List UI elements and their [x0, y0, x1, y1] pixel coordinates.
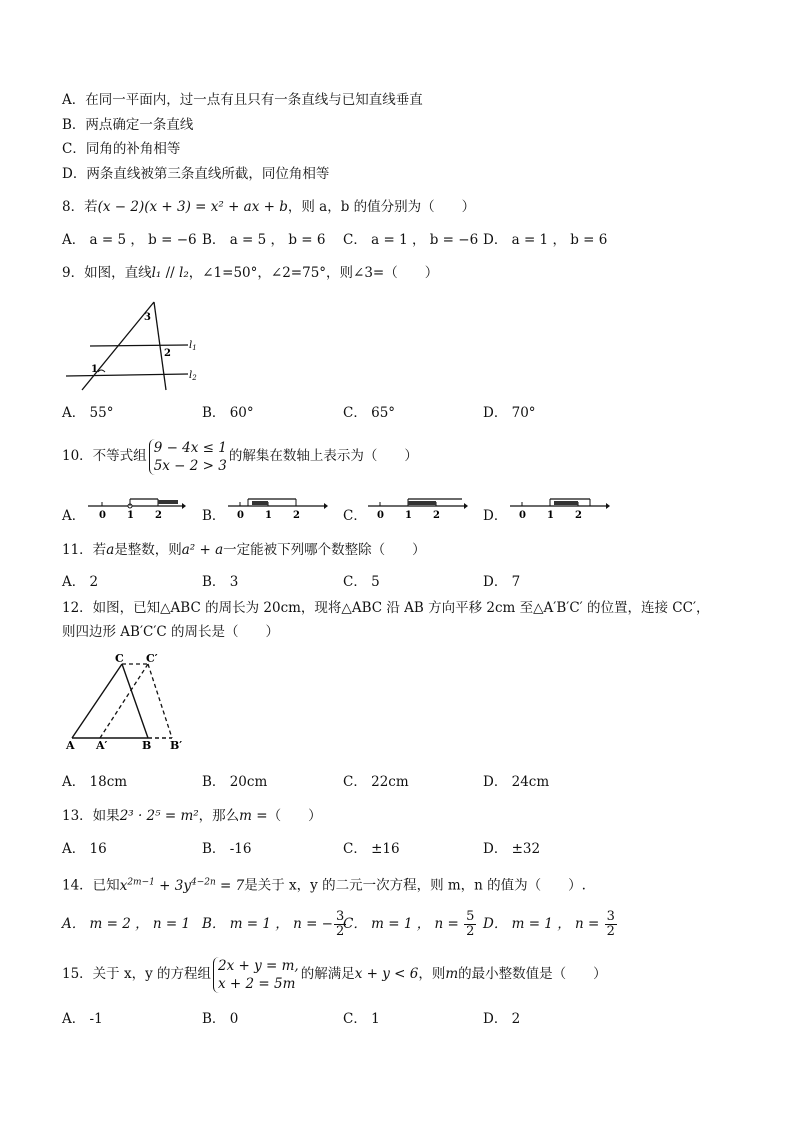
q9-option-b: B． 60°: [202, 405, 254, 421]
q15-option-b: B． 0: [202, 1011, 239, 1027]
q15-stem-b: 的解满足: [300, 966, 355, 982]
q10-numberline-d: [508, 494, 612, 522]
q12-stem-line-2: 则四边形 AB′C′C 的周长是（ ）: [62, 624, 280, 640]
q10-inequality-1: 9 − 4x ≤ 1: [153, 439, 227, 456]
q15-stem: [62, 954, 607, 994]
q10-inequality-2: 5x − 2 > 3: [153, 457, 227, 474]
q13-expression: 2³ · 2⁵ = m²: [119, 808, 199, 824]
q11-option-c: C． 5: [343, 574, 380, 590]
q10-option-b: B．: [202, 508, 226, 524]
svg-text:2: 2: [433, 510, 440, 521]
q9-line-l2: [66, 374, 188, 376]
q11-option-a: A． 2: [62, 574, 99, 590]
q7-option-d: D．两条直线被第三条直线所截，同位角相等: [62, 166, 330, 182]
q9-figure: [62, 298, 212, 392]
q12-figure: [62, 650, 202, 752]
q10-system: [149, 439, 227, 475]
q11-stem-b: 是整数，则: [114, 542, 182, 558]
q12-label-a: A: [66, 739, 75, 752]
q8-stem-b: ，则 a，b 的值分别为（ ）: [287, 199, 476, 215]
q10-numberline-b: [226, 494, 330, 522]
q13-stem-a: 13．如果: [62, 808, 120, 824]
q14-options: [62, 906, 742, 942]
q10-stem-b: 的解集在数轴上表示为（ ）: [228, 448, 418, 464]
q10-numberline-a: [86, 494, 186, 522]
q11-options: [62, 571, 742, 593]
svg-text:1: 1: [127, 510, 134, 521]
svg-text:1: 1: [265, 510, 272, 521]
q8-expression: (x − 2)(x + 3) = x² + ax + b: [97, 199, 288, 215]
q15-options: [62, 1008, 742, 1030]
q12-option-b: B． 20cm: [202, 774, 268, 790]
q8-option-b: B． a = 5 ， b = 6: [202, 232, 326, 248]
q12-label-a-prime: A′: [96, 739, 108, 752]
q8-option-a: A． a = 5 ， b = −6: [62, 232, 197, 248]
q14-option-a: A． m = 2 ， n = 1: [62, 916, 191, 932]
svg-text:2: 2: [155, 510, 162, 521]
q9-transversal-right: [154, 302, 166, 390]
q9-angle-2-label: 2: [164, 348, 171, 359]
q9-option-c: C． 65°: [343, 405, 396, 421]
q8-stem: [62, 197, 475, 217]
q15-equation-1: 2x + y = m,: [218, 957, 299, 974]
q9-angle-3-label: 3: [144, 312, 151, 323]
q9-stem-a: 9．如图，直线: [62, 265, 152, 281]
svg-text:1: 1: [547, 510, 554, 521]
q13-var: m: [239, 808, 252, 824]
q10-stem: [62, 436, 418, 476]
q9-stem: [62, 263, 438, 283]
q10-option-a: A．: [62, 508, 86, 524]
q11-stem-c: 一定能被下列哪个数整除（ ）: [223, 542, 426, 558]
svg-text:0: 0: [519, 510, 526, 521]
q10-option-c: C．: [343, 508, 367, 524]
q14-stem-a: 14．已知: [62, 877, 120, 894]
q12-options: [62, 771, 742, 793]
q9-option-d: D． 70°: [483, 405, 536, 421]
q13-option-d: D． ±32: [483, 841, 541, 857]
q13-stem: [62, 806, 322, 826]
q15-system: [213, 957, 299, 993]
q14-stem-b: 是关于 x，y 的二元一次方程，则 m，n 的值为（ ）.: [244, 877, 586, 894]
q9-l1: l₁: [151, 265, 162, 281]
svg-text:2: 2: [575, 510, 582, 521]
q15-option-d: D． 2: [483, 1011, 521, 1027]
q13-stem-b: ，那么: [198, 808, 240, 824]
q11-var: a: [106, 542, 115, 558]
q11-option-d: D． 7: [483, 574, 521, 590]
q9-options: [62, 402, 742, 424]
q15-stem-c: ，则: [418, 966, 446, 982]
q13-stem-c: =（ ）: [251, 808, 322, 824]
q9-line-l1: [90, 345, 188, 346]
q15-equation-2: x + 2 = 5m: [218, 975, 296, 992]
q12-option-a: A． 18cm: [62, 774, 128, 790]
q15-option-c: C． 1: [343, 1011, 380, 1027]
q14-stem: [62, 872, 586, 896]
q12-option-c: C． 22cm: [343, 774, 409, 790]
q10-stem-a: 10．不等式组: [62, 448, 147, 464]
q14-option-d: D． m = 1 ， n = $\frac{3}{2}$: [483, 909, 615, 939]
q12-label-b-prime: B′: [170, 739, 183, 752]
q8-option-c: C． a = 1 ， b = −6: [343, 232, 479, 248]
q13-option-c: C． ±16: [343, 841, 400, 857]
svg-text:0: 0: [237, 510, 244, 521]
q10-numberline-c: [366, 494, 470, 522]
q12-label-b: B: [142, 739, 152, 752]
q13-option-a: A． 16: [62, 841, 107, 857]
q9-option-a: A． 55°: [62, 405, 114, 421]
q9-l2: l₂: [179, 265, 189, 281]
q10-option-d: D．: [483, 508, 508, 524]
q11-stem: [62, 540, 426, 560]
q12-label-c-prime: C′: [146, 652, 158, 665]
q7-option-a: A．在同一平面内，过一点有且只有一条直线与已知直线垂直: [62, 92, 423, 108]
q8-option-d: D． a = 1 ， b = 6: [483, 232, 608, 248]
svg-text:0: 0: [377, 510, 384, 521]
q12-option-d: D． 24cm: [483, 774, 550, 790]
q8-options: [62, 229, 742, 251]
q11-expression: a² + a: [181, 542, 224, 558]
q7-option-b: B．两点确定一条直线: [62, 117, 194, 133]
q9-angle-1-label: 1: [91, 364, 98, 375]
q13-option-b: B． -16: [202, 841, 252, 857]
q14-option-b: B． m = 1 ， n = − $\frac{3}{2}$: [202, 909, 345, 939]
q15-stem-d: 的最小整数值是（ ）: [458, 966, 607, 982]
svg-text:2: 2: [293, 510, 300, 521]
q11-option-b: B． 3: [202, 574, 239, 590]
q15-condition: x + y < 6: [354, 966, 419, 982]
svg-text:0: 0: [99, 510, 106, 521]
q15-stem-a: 15．关于 x，y 的方程组: [62, 966, 212, 982]
q9-l2-label: $l_2$: [189, 370, 197, 382]
q12-label-c: C: [115, 652, 124, 665]
q14-equation: $x^{2m-1} + 3y^{4-2n} = 7$: [119, 877, 245, 894]
q9-stem-b: ，∠1=50°，∠2=75°，则∠3=（ ）: [188, 265, 439, 281]
q15-var: m: [445, 966, 459, 982]
q9-parallel: //: [161, 265, 180, 281]
q14-option-c: C． m = 1 ， n = $\frac{5}{2}$: [343, 909, 475, 939]
q9-l1-label: $l_1$: [189, 340, 197, 352]
q15-option-a: A． -1: [62, 1011, 103, 1027]
q8-stem-a: 8．若: [62, 199, 98, 215]
q13-options: [62, 838, 742, 860]
q7-option-c: C．同角的补角相等: [62, 141, 181, 157]
svg-text:1: 1: [405, 510, 412, 521]
q12-stem-line-1: 12．如图，已知△ABC 的周长为 20cm，现将△ABC 沿 AB 方向平移 2cm 至△A′B′C′ 的位置，连接 CC′，: [62, 600, 710, 616]
q11-stem-a: 11．若: [62, 542, 107, 558]
